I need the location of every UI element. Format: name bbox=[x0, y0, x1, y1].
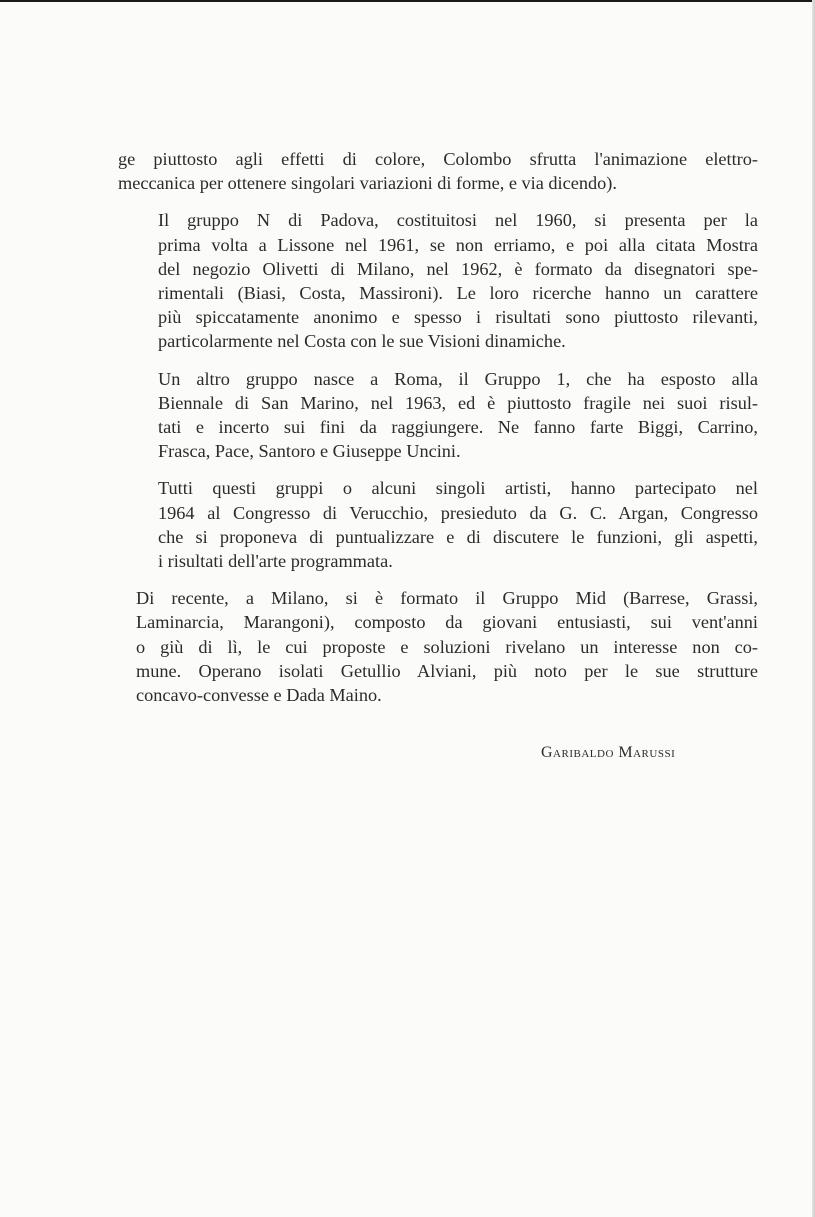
paragraph-3 bbox=[118, 367, 758, 464]
text-line: concavo-convesse e Dada Maino. bbox=[136, 685, 382, 706]
text-line: particolarmente nel Costa con le sue Visioni dinamiche. bbox=[158, 331, 566, 352]
text-line: i risultati dell'arte programmata. bbox=[158, 551, 393, 572]
author-signature: Garibaldo Marussi bbox=[541, 744, 676, 761]
document-body bbox=[118, 147, 758, 720]
page-top-edge bbox=[0, 0, 815, 2]
text-line: più spiccatamente anonimo e spesso i risultati sono piuttosto rilevanti, bbox=[158, 307, 758, 328]
paragraph-4 bbox=[118, 476, 758, 573]
text-line: che si proponeva di puntualizzare e di discutere le funzioni, gli aspetti, bbox=[158, 526, 758, 547]
text-line: Di recente, a Milano, si è formato il Gruppo Mid (Barrese, Grassi, bbox=[136, 588, 758, 609]
text-line: mune. Operano isolati Getullio Alviani, più noto per le sue strutture bbox=[136, 660, 758, 681]
text-line: ge piuttosto agli effetti di colore, Colombo sfrutta l'animazione elettro- bbox=[118, 149, 758, 169]
paragraph-1 bbox=[118, 147, 758, 195]
paragraph-5 bbox=[118, 586, 758, 707]
text-line: Tutti questi gruppi o alcuni singoli artisti, hanno partecipato nel bbox=[158, 478, 758, 499]
text-line: 1964 al Congresso di Verucchio, presieduto da G. C. Argan, Congresso bbox=[158, 502, 758, 523]
text-line: Il gruppo N di Padova, costituitosi nel 1960, si presenta per la bbox=[158, 210, 758, 231]
text-line: rimentali (Biasi, Costa, Massironi). Le loro ricerche hanno un carattere bbox=[158, 283, 758, 304]
text-line: tati e incerto sui fini da raggiungere. Ne fanno farte Biggi, Carrino, bbox=[158, 417, 758, 438]
text-line: o giù di lì, le cui proposte e soluzioni rivelano un interesse non co- bbox=[136, 636, 758, 657]
text-line: Un altro gruppo nasce a Roma, il Gruppo 1, che ha esposto alla bbox=[158, 368, 758, 389]
text-line: del negozio Olivetti di Milano, nel 1962, è formato da disegnatori spe- bbox=[158, 258, 758, 279]
text-line: Frasca, Pace, Santoro e Giuseppe Uncini. bbox=[158, 441, 461, 462]
text-line: prima volta a Lissone nel 1961, se non erriamo, e poi alla citata Mostra bbox=[158, 234, 758, 255]
text-line: Biennale di San Marino, nel 1963, ed è piuttosto fragile nei suoi risul- bbox=[158, 392, 758, 413]
paragraph-2 bbox=[118, 208, 758, 353]
text-line: meccanica per ottenere singolari variazioni di forme, e via dicendo). bbox=[118, 173, 617, 194]
text-line: Laminarcia, Marangoni), composto da giovani entusiasti, sui vent'anni bbox=[136, 612, 758, 633]
